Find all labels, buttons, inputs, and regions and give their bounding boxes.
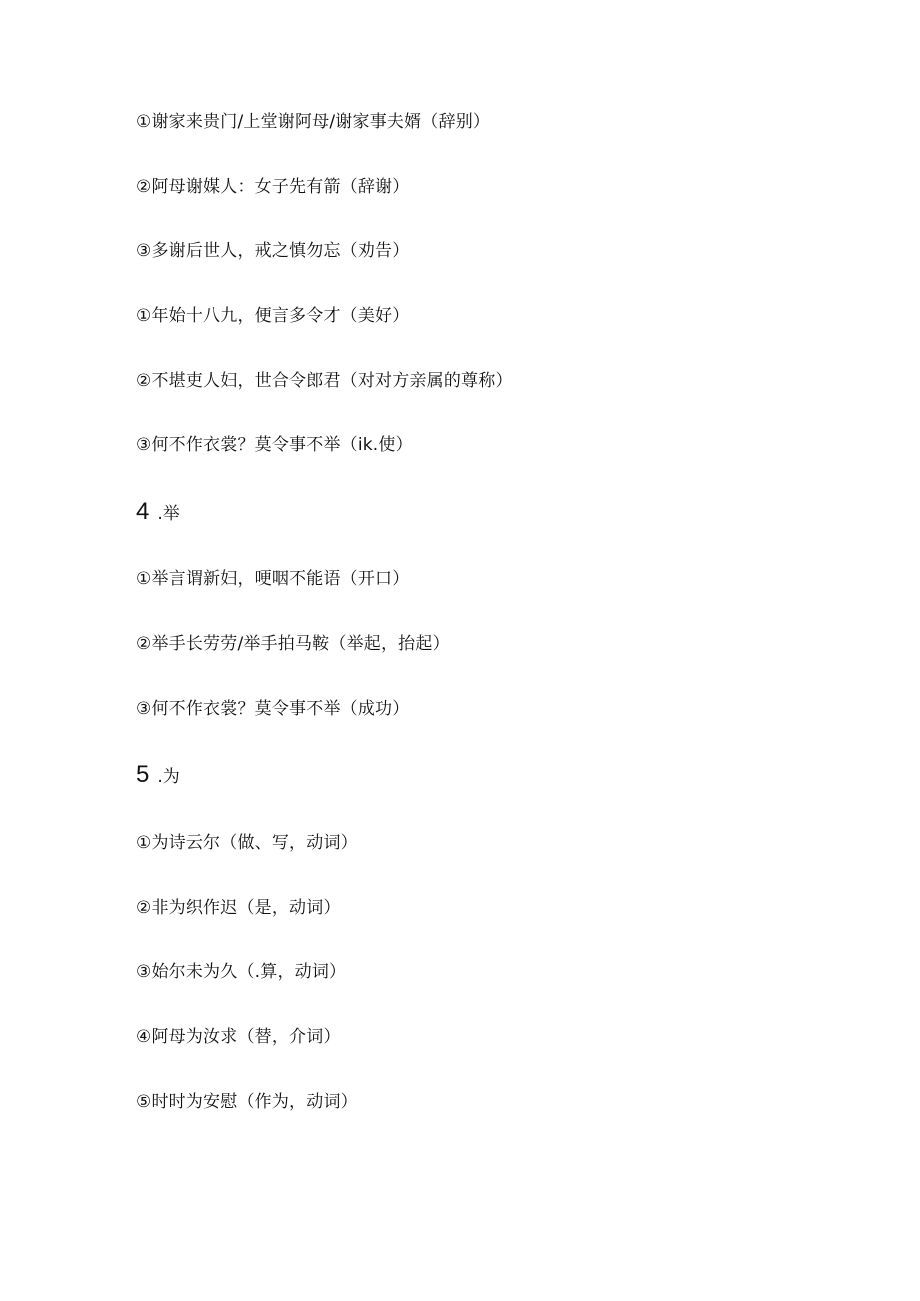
text-line: ①为诗云尔（做、写，动词） <box>136 833 358 853</box>
text-line: ③何不作衣裳？莫令事不举（成功） <box>136 699 410 719</box>
text-line: ③始尔未为久（.算，动词） <box>136 962 347 982</box>
text-line: ②举手长劳劳/举手拍马鞍（举起，抬起） <box>136 634 450 654</box>
text-line: ②非为织作迟（是，动词） <box>136 898 341 918</box>
text-line: ①举言谓新妇，哽咽不能语（开口） <box>136 569 410 589</box>
text-line: ①年始十八九，便言多令才（美好） <box>136 306 410 326</box>
text-line: ③多谢后世人，戒之慎勿忘（劝告） <box>136 241 410 261</box>
text-line: ②不堪吏人妇，世合令郎君（对对方亲属的尊称） <box>136 371 513 391</box>
text-line: ①谢家来贵门/上堂谢阿母/谢家事夫婿（辞别） <box>136 112 491 132</box>
section-number: 4 <box>136 498 150 525</box>
section-word: .举 <box>157 504 180 524</box>
section-heading-4 <box>136 498 180 528</box>
text-line: ④阿母为汝求（替，介词） <box>136 1027 341 1047</box>
text-line: ②阿母谢媒人：女子先有箭（辞谢） <box>136 177 410 197</box>
text-line: ③何不作衣裳？莫令事不举（ik.使） <box>136 435 413 455</box>
section-word: .为 <box>157 767 180 787</box>
section-heading-5 <box>136 761 180 791</box>
section-number: 5 <box>136 761 150 788</box>
text-line: ⑤时时为安慰（作为，动词） <box>136 1092 358 1112</box>
